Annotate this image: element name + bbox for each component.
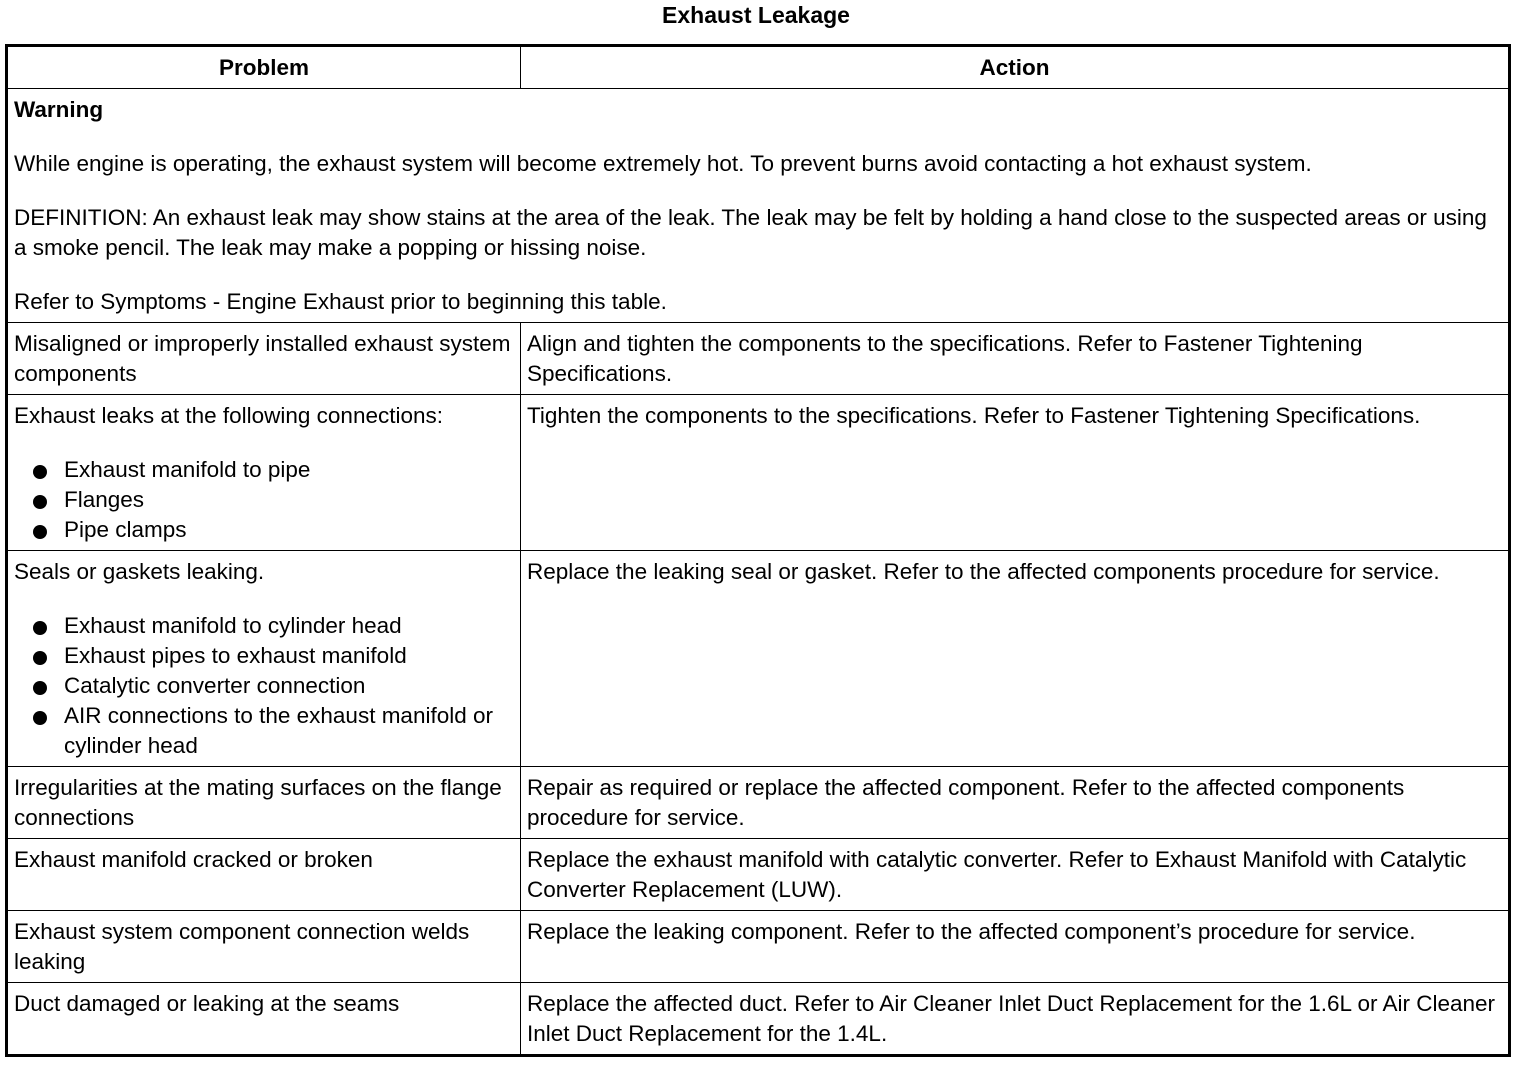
- bullet-list: [14, 611, 514, 761]
- list-item: Flanges: [14, 485, 514, 515]
- action-cell: [521, 551, 1510, 767]
- reference-text: Refer to Symptoms - Engine Exhaust prior to beginning this table.: [14, 289, 667, 314]
- page-title: Exhaust Leakage: [662, 2, 850, 28]
- problem-text: Seals or gaskets leaking.: [14, 559, 265, 584]
- intro-cell: [7, 89, 1510, 323]
- warning-text: While engine is operating, the exhaust system will become extremely hot. To prevent burns avoid contacting a hot exhaust system.: [14, 151, 1312, 176]
- problem-text: Exhaust leaks at the following connections:: [14, 403, 444, 428]
- action-text: Tighten the components to the specifications. Refer to Fastener Tightening Specifications.: [527, 403, 1421, 428]
- problem-text: Exhaust manifold cracked or broken: [14, 847, 373, 872]
- action-text: Replace the leaking component. Refer to the affected component’s procedure for service.: [527, 919, 1416, 944]
- list-item: Catalytic converter connection: [14, 671, 514, 701]
- action-column-header: Action: [521, 46, 1510, 89]
- table-row: [7, 911, 1510, 983]
- bullet-icon: [33, 711, 47, 725]
- problem-cell: [7, 911, 521, 983]
- bullet-icon: [33, 525, 47, 539]
- problem-text: Misaligned or improperly installed exhaust system components: [14, 331, 511, 386]
- problem-cell: [7, 395, 521, 551]
- bullet-icon: [33, 681, 47, 695]
- action-text: Repair as required or replace the affected component. Refer to the affected components procedure for service.: [527, 775, 1405, 830]
- bullet-icon: [33, 465, 47, 479]
- definition-text: DEFINITION: An exhaust leak may show stains at the area of the leak. The leak may be felt by holding a hand close to the suspected areas or using a smoke pencil. The leak may make a popping or hissing noise.: [14, 205, 1487, 260]
- action-text: Align and tighten the components to the specifications. Refer to Fastener Tightening Specifications.: [527, 331, 1363, 386]
- action-cell: [521, 911, 1510, 983]
- action-text: Replace the leaking seal or gasket. Refer to the affected components procedure for service.: [527, 559, 1440, 584]
- list-item: AIR connections to the exhaust manifold or cylinder head: [14, 701, 514, 761]
- action-cell: [521, 839, 1510, 911]
- exhaust-leakage-table: [5, 44, 1511, 1057]
- warning-title: Warning: [14, 97, 104, 122]
- list-item: Exhaust pipes to exhaust manifold: [14, 641, 514, 671]
- intro-row: [7, 89, 1510, 323]
- exhaust-leakage-table-wrapper: [5, 44, 1508, 1057]
- problem-text: Exhaust system component connection welds leaking: [14, 919, 470, 974]
- bullet-icon: [33, 621, 47, 635]
- list-item: Pipe clamps: [14, 515, 514, 545]
- list-item: Exhaust manifold to cylinder head: [14, 611, 514, 641]
- problem-cell: [7, 323, 521, 395]
- problem-column-header: Problem: [7, 46, 521, 89]
- table-row: [7, 839, 1510, 911]
- problem-text: Duct damaged or leaking at the seams: [14, 991, 400, 1016]
- table-row: [7, 767, 1510, 839]
- problem-cell: [7, 839, 521, 911]
- problem-text: Irregularities at the mating surfaces on the flange connections: [14, 775, 502, 830]
- problem-cell: [7, 983, 521, 1056]
- action-text: Replace the affected duct. Refer to Air Cleaner Inlet Duct Replacement for the 1.6L or Air Cleaner Inlet Duct Replacement for the 1.4L.: [527, 991, 1496, 1046]
- problem-cell: [7, 767, 521, 839]
- table-header-row: [7, 46, 1510, 89]
- table-row: [7, 551, 1510, 767]
- action-cell: [521, 983, 1510, 1056]
- bullet-icon: [33, 651, 47, 665]
- action-cell: [521, 395, 1510, 551]
- list-item: Exhaust manifold to pipe: [14, 455, 514, 485]
- table-row: [7, 323, 1510, 395]
- table-row: [7, 983, 1510, 1056]
- action-cell: [521, 323, 1510, 395]
- action-cell: [521, 767, 1510, 839]
- bullet-icon: [33, 495, 47, 509]
- bullet-list: [14, 455, 514, 545]
- table-row: [7, 395, 1510, 551]
- problem-cell: [7, 551, 521, 767]
- action-text: Replace the exhaust manifold with catalytic converter. Refer to Exhaust Manifold with Catalytic Converter Replacement (LUW).: [527, 847, 1467, 902]
